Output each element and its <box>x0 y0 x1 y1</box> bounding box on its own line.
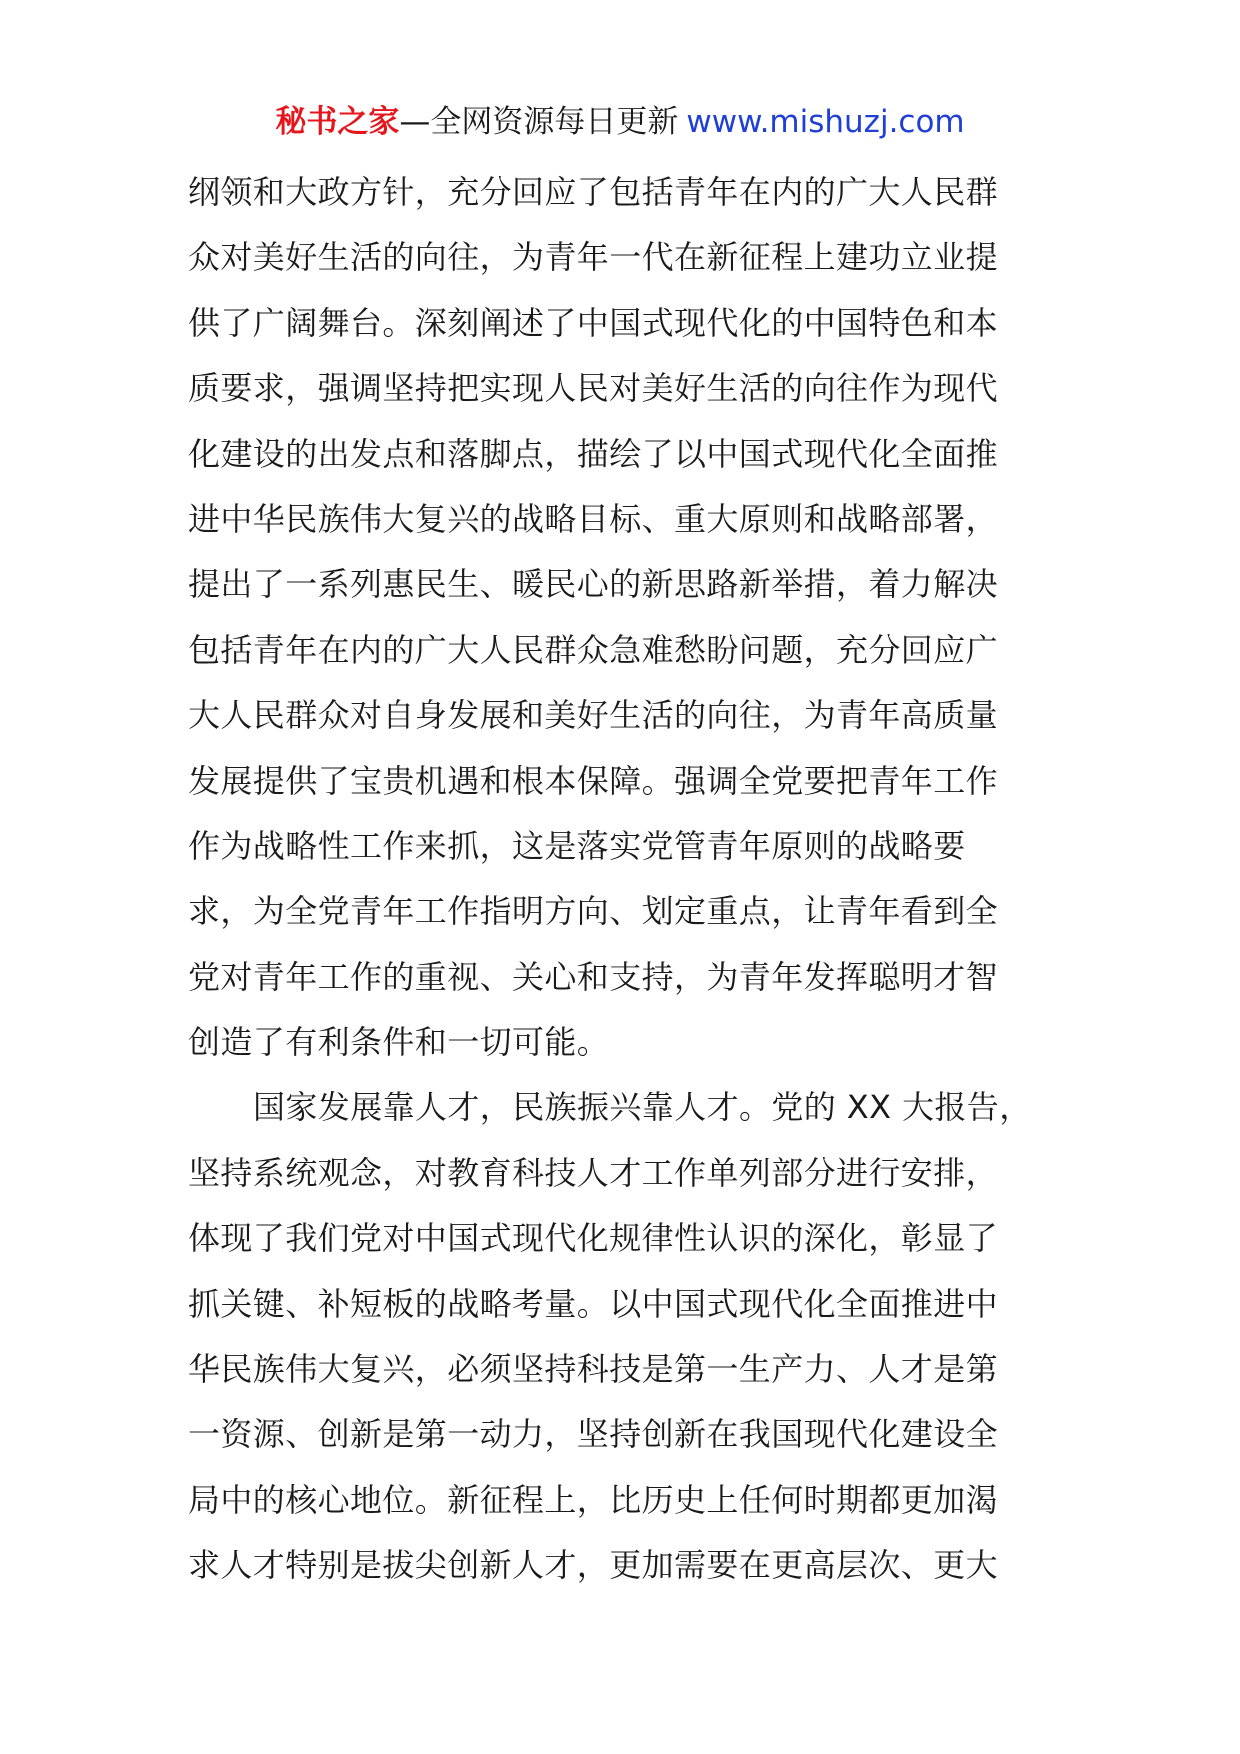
text-line: 求人才特别是拔尖创新人才，更加需要在更高层次、更大 <box>188 1546 999 1585</box>
paragraph-start-line: 国家发展靠人才，民族振兴靠人才。党的 XX 大报告， <box>253 1088 1032 1127</box>
body-text <box>188 160 1058 1599</box>
text-line: 局中的核心地位。新征程上，比历史上任何时期都更加渴 <box>188 1480 999 1519</box>
text-line: 供了广阔舞台。深刻阐述了中国式现代化的中国特色和本 <box>188 303 999 342</box>
text-line: 众对美好生活的向往，为青年一代在新征程上建功立业提 <box>188 238 999 277</box>
text-line: 求，为全党青年工作指明方向、划定重点，让青年看到全 <box>188 892 999 931</box>
text-line: 华民族伟大复兴，必须坚持科技是第一生产力、人才是第 <box>188 1350 999 1389</box>
text-line: 提出了一系列惠民生、暖民心的新思路新举措，着力解决 <box>188 565 999 604</box>
text-line: 一资源、创新是第一动力，坚持创新在我国现代化建设全 <box>188 1415 999 1454</box>
text-line: 抓关键、补短板的战略考量。以中国式现代化全面推进中 <box>188 1284 999 1323</box>
page-header <box>0 100 1240 144</box>
site-url-link[interactable]: www.mishuzj.com <box>686 104 965 140</box>
text-line: 发展提供了宝贵机遇和根本保障。强调全党要把青年工作 <box>188 761 999 800</box>
text-line: 化建设的出发点和落脚点，描绘了以中国式现代化全面推 <box>188 434 999 473</box>
text-line: 大人民群众对自身发展和美好生活的向往，为青年高质量 <box>188 696 999 735</box>
text-line: 党对青年工作的重视、关心和支持，为青年发挥聪明才智 <box>188 957 999 996</box>
text-line: 包括青年在内的广大人民群众急难愁盼问题，充分回应广 <box>188 630 999 669</box>
text-line: 坚持系统观念，对教育科技人才工作单列部分进行安排， <box>188 1153 999 1192</box>
text-line: 质要求，强调坚持把实现人民对美好生活的向往作为现代 <box>188 369 999 408</box>
text-line: 进中华民族伟大复兴的战略目标、重大原则和战略部署， <box>188 499 999 538</box>
text-line: 纲领和大政方针，充分回应了包括青年在内的广大人民群 <box>188 173 999 211</box>
text-line: 作为战略性工作来抓，这是落实党管青年原则的战略要 <box>188 826 966 865</box>
text-line: 体现了我们党对中国式现代化规律性认识的深化，彰显了 <box>188 1219 999 1258</box>
header-slogan: —全网资源每日更新 <box>399 104 679 140</box>
text-line: 创造了有利条件和一切可能。 <box>188 1023 610 1062</box>
brand-name: 秘书之家 <box>275 104 400 140</box>
